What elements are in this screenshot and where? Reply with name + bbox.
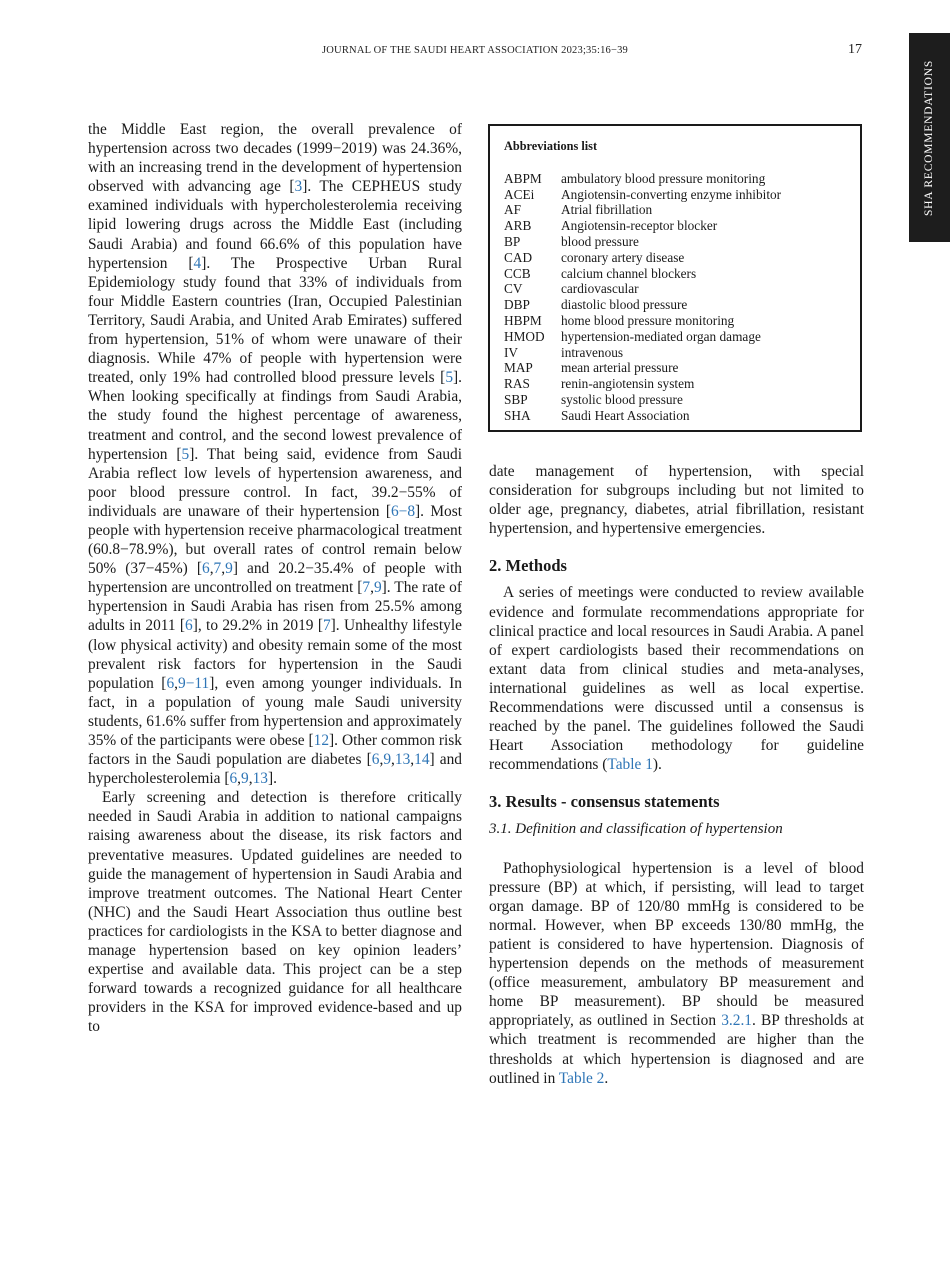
- reference-link[interactable]: 12: [313, 732, 330, 749]
- intro-paragraph: [88, 120, 462, 788]
- reference-link[interactable]: 7: [362, 579, 371, 597]
- abbreviation-definition: mean arterial pressure: [561, 360, 679, 376]
- abbreviation-row: [504, 345, 846, 361]
- reference-link[interactable]: 3.2.1: [721, 1012, 752, 1030]
- abbreviations-list: [504, 171, 846, 424]
- abbreviations-title: Abbreviations list: [504, 139, 598, 153]
- abbreviation-row: [504, 408, 846, 424]
- results-heading: 3. Results - consensus statements: [489, 792, 720, 812]
- screening-paragraph: Early screening and detection is therefore critically needed in Saudi Arabia in addition to national campaigns raising awareness about the disease, its risk factors and preventative measures. Updated guidelines are needed to guide the management of hypertension in Saudi Arabia and improve treatment outcomes. The National Heart Center (NHC) and the Saudi Heart Association thus outline best practices for cardiologists in the KSA to better diagnose and manage hypertension based on key opinion leaders’ expertise and available data. This project can be a step forward towards a recognized guidance for all healthcare providers in the KSA for improved evidence-based and up to: [88, 789, 462, 1036]
- reference-link[interactable]: 6: [229, 770, 238, 788]
- text-run: ] and hypercholesterolemia [: [88, 751, 462, 788]
- text-run: ]. The rate of hypertension in Saudi Arabia has risen from 25.5% among adults in 2011 [: [88, 579, 462, 635]
- text-run: Pathophysiological hypertension is a level of blood pressure (BP) at which, if persisting, will lead to target organ damage. BP of 120/80 mmHg is considered to be normal. However, when BP exceeds 130/80 mmHg, the patient is considered to have hypertension. Diagnosis of hypertension depends on the methods of measurement (office measurement, ambulatory BP measurement and home BP measurement). BP should be measured appropriately, as outlined in Section: [489, 859, 864, 1030]
- text-run: ,: [379, 751, 384, 769]
- text-run: ]. The Prospective Urban Rural Epidemiology study found that 33% of individuals from four Middle Eastern countries (Iran, Occupied Palestinian Territory, Saudi Arabia, and United Arab Emirates) suffered from hypertension, 51% of whom were unaware of their diagnosis. While 47% of people with hypertension were treated, only 19% had controlled blood pressure levels [: [88, 254, 462, 387]
- abbreviation-definition: home blood pressure monitoring: [561, 312, 735, 328]
- abbreviation-code: MAP: [504, 360, 533, 376]
- abbreviation-code: HBPM: [504, 312, 542, 328]
- abbreviation-definition: Angiotensin-converting enzyme inhibitor: [561, 186, 782, 202]
- abbreviation-definition: cardiovascular: [561, 281, 639, 297]
- running-head: JOURNAL OF THE SAUDI HEART ASSOCIATION 2023;35:16−39: [321, 45, 628, 56]
- text-run: ]. Other common risk factors in the Saudi population are diabetes [: [88, 732, 462, 769]
- methods-heading: 2. Methods: [489, 556, 567, 576]
- reference-link[interactable]: 9: [241, 770, 249, 788]
- right-column: [489, 462, 864, 1088]
- abbreviation-code: RAS: [504, 376, 530, 392]
- reference-link[interactable]: Table 2: [558, 1069, 605, 1087]
- reference-link[interactable]: 9: [373, 579, 382, 597]
- reference-link[interactable]: 13: [252, 770, 268, 788]
- reference-link[interactable]: 6: [166, 674, 175, 692]
- abbreviation-row: [504, 250, 846, 266]
- reference-link[interactable]: 13: [394, 751, 411, 769]
- section-side-tab: [909, 33, 950, 242]
- abbreviation-definition: ambulatory blood pressure monitoring: [561, 170, 766, 186]
- text-run: ]. The CEPHEUS study examined individuals with hypercholesterolemia receiving lipid lowering drugs across the Middle East (including Saudi Arabia) and found 66.6% of this population have hypertension [: [88, 178, 462, 272]
- text-run: ,: [391, 751, 395, 769]
- reference-link[interactable]: 6: [201, 560, 210, 578]
- text-run: ,: [248, 770, 253, 788]
- reference-link[interactable]: 6−8: [390, 502, 416, 520]
- abbreviation-code: DBP: [504, 297, 530, 313]
- abbreviation-definition: blood pressure: [561, 233, 639, 249]
- abbreviation-code: ACEi: [504, 186, 535, 202]
- text-run: ,: [174, 674, 178, 692]
- abbreviation-row: [504, 281, 846, 297]
- abbreviation-code: SBP: [504, 391, 528, 407]
- text-run: ,: [221, 560, 226, 578]
- text-run: the Middle East region, the overall prevalence of hypertension across two decades (1999−2019) was 24.36%, with an increasing trend in the development of hypertension observed with advancing age [: [88, 121, 462, 196]
- reference-link[interactable]: 3: [294, 178, 303, 196]
- abbreviation-code: SHA: [504, 407, 531, 423]
- text-run: ], even among younger individuals. In fact, in a population of young male Saudi university students, 61.6% suffer from hypertension and approximately 35% of the participants were obese [: [88, 674, 462, 749]
- abbreviation-definition: Atrial fibrillation: [561, 202, 653, 218]
- reference-link[interactable]: 6: [185, 617, 193, 635]
- abbreviation-code: BP: [504, 233, 521, 249]
- abbreviation-definition: intravenous: [561, 344, 624, 360]
- reference-link[interactable]: Table 1: [607, 756, 653, 774]
- reference-link[interactable]: 14: [414, 751, 430, 769]
- text-run: ]. When looking specifically at findings from Saudi Arabia, the study found the highest percentage of awareness, treatment and control, and the second lowest prevalence of hypertension [: [88, 369, 462, 463]
- abbreviation-definition: Saudi Heart Association: [561, 407, 690, 423]
- abbreviation-code: HMOD: [504, 328, 545, 344]
- reference-link[interactable]: 5: [181, 445, 190, 463]
- reference-link[interactable]: 5: [445, 369, 454, 387]
- text-run: ).: [652, 756, 662, 774]
- definition-paragraph: [489, 859, 864, 1088]
- reference-link[interactable]: 6: [371, 751, 380, 769]
- reference-link[interactable]: 7: [213, 560, 222, 578]
- text-run: ].: [267, 770, 277, 788]
- abbreviation-definition: hypertension-mediated organ damage: [561, 328, 761, 344]
- reference-link[interactable]: 9−11: [178, 674, 210, 692]
- abbreviation-row: [504, 202, 846, 218]
- abbreviations-box: [488, 124, 862, 432]
- abbreviation-definition: Angiotensin-receptor blocker: [561, 218, 718, 234]
- text-run: ], to 29.2% in 2019 [: [192, 617, 323, 635]
- abbreviation-definition: diastolic blood pressure: [561, 297, 688, 313]
- text-run: ]. Most people with hypertension receive pharmacological treatment (60.8−78.9%), but overall rates of control remain below 50% (37−45%) [: [88, 502, 462, 578]
- abbreviation-row: [504, 187, 846, 203]
- text-run: ,: [410, 751, 415, 769]
- abbreviation-row: [504, 313, 846, 329]
- abbreviation-code: CAD: [504, 249, 533, 265]
- text-run: ]. That being said, evidence from Saudi Arabia reflect low levels of hypertension awareness, and poor blood pressure control. In fact, 39.2−55% of individuals are unaware of their hypertension [: [88, 445, 462, 520]
- left-column: [88, 120, 462, 1037]
- abbreviation-row: [504, 171, 846, 187]
- abbreviation-row: [504, 376, 846, 392]
- methods-paragraph: [489, 583, 864, 774]
- abbreviation-definition: coronary artery disease: [561, 249, 685, 265]
- side-tab-label: SHA RECOMMENDATIONS: [923, 59, 936, 216]
- abbreviation-code: IV: [504, 344, 519, 360]
- abbreviation-code: AF: [504, 202, 521, 218]
- continuation-paragraph: date management of hypertension, with special consideration for subgroups including but not limited to older age, pregnancy, diabetes, atrial fibrillation, resistant hypertension, and hypertensive emergencies.: [489, 463, 864, 538]
- abbreviation-code: CCB: [504, 265, 531, 281]
- reference-link[interactable]: 4: [193, 254, 202, 272]
- text-run: ]. Unhealthy lifestyle (low physical activity) and obesity remain some of the most prevalent risk factors for hypertension in the Saudi population [: [88, 617, 462, 692]
- text-run: .: [604, 1069, 609, 1087]
- abbreviation-row: [504, 297, 846, 313]
- abbreviation-row: [504, 218, 846, 234]
- definition-subheading: 3.1. Definition and classification of hypertension: [489, 820, 783, 837]
- reference-link[interactable]: 9: [383, 751, 392, 769]
- text-run: ] and 20.2−35.4% of people with hypertension are uncontrolled on treatment [: [88, 560, 462, 597]
- abbreviation-code: CV: [504, 281, 523, 297]
- abbreviation-row: [504, 329, 846, 345]
- reference-link[interactable]: 9: [225, 560, 233, 578]
- text-run: ,: [237, 770, 242, 788]
- text-run: A series of meetings were conducted to review available evidence and formulate recommendations appropriate for clinical practice and local resources in Saudi Arabia. A panel of expert cardiologists based their recommendations on extant data from clinical studies and meta-analyses, international guidelines as well as local expertise. Recommendations were discussed until a consensus is reached by the panel. The guidelines followed the Saudi Heart Association methodology for guideline recommendations (: [489, 584, 864, 774]
- text-run: ,: [370, 579, 374, 597]
- abbreviation-definition: calcium channel blockers: [561, 265, 697, 281]
- abbreviation-row: [504, 360, 846, 376]
- text-run: ,: [209, 560, 214, 578]
- abbreviation-definition: renin-angiotensin system: [561, 376, 695, 392]
- reference-link[interactable]: 7: [322, 617, 331, 635]
- abbreviation-code: ARB: [504, 218, 532, 234]
- abbreviation-row: [504, 266, 846, 282]
- text-run: . BP thresholds at which treatment is recommended are higher than the thresholds at which hypertension is diagnosed and are outlined in: [489, 1012, 865, 1087]
- abbreviation-code: ABPM: [504, 170, 542, 186]
- abbreviation-definition: systolic blood pressure: [561, 391, 683, 407]
- page-number: 17: [848, 42, 862, 57]
- abbreviation-row: [504, 392, 846, 408]
- abbreviation-row: [504, 234, 846, 250]
